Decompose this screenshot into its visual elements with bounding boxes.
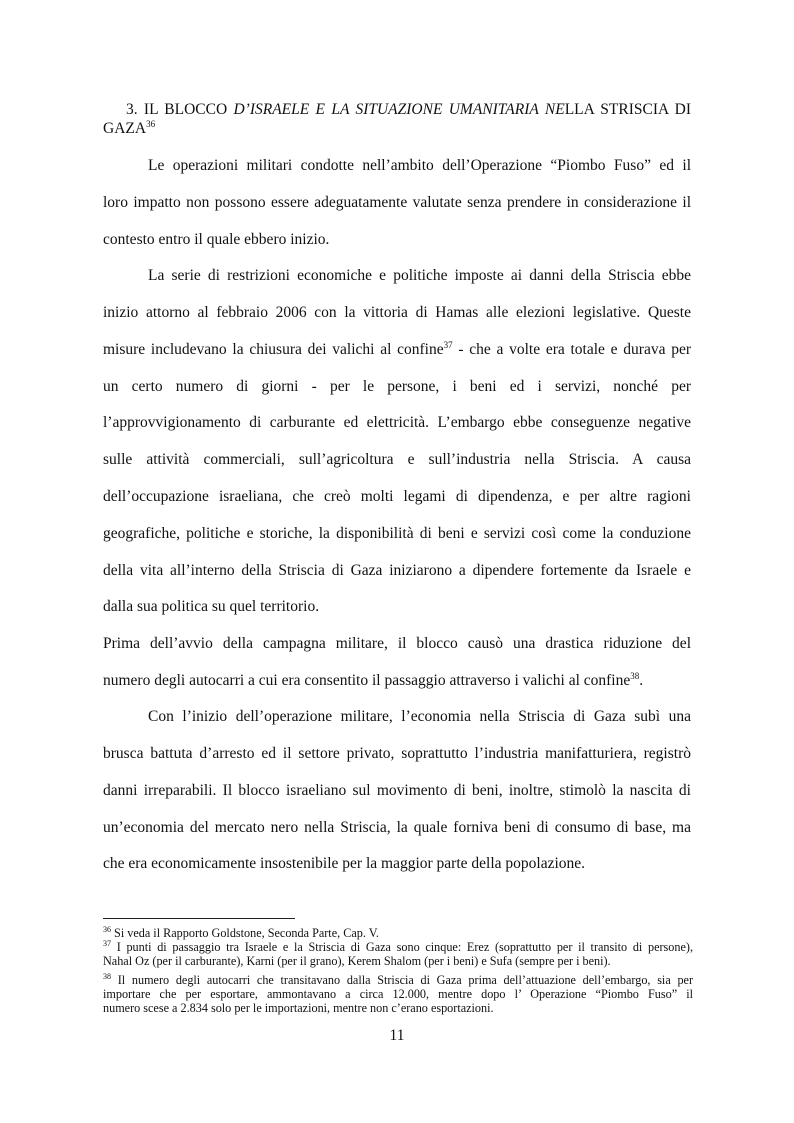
body-line: danni irreparabili. Il blocco israeliano sul movimento di beni, inoltre, stimolò la nascita di [103,782,691,799]
body-line: un’economia del mercato nero nella Striscia, la quale forniva beni di consumo di base, ma [103,819,691,836]
body-text: misure includevano la chiusura dei valichi al confine [103,341,444,358]
body-line: che era economicamente insostenibile per la maggior parte della popolazione. [103,855,586,872]
body-line: geografiche, politiche e storiche, la disponibilità di beni e servizi così come la conduzione [103,525,691,542]
body-line: dell’occupazione israeliana, che creò molti legami di dipendenza, e per altre ragioni [103,488,691,505]
body-line: l’approvvigionamento di carburante ed elettricità. L’embargo ebbe conseguenze negative [103,414,691,431]
body-line: della vita all’interno della Striscia di Gaza iniziarono a dipendere fortemente da Israele e [103,562,691,579]
footnote-text: Si veda il Rapporto Goldstone, Seconda Parte, Cap. V. [114,926,379,940]
body-line: brusca battuta d’arresto ed il settore privato, soprattutto l’industria manifatturiera, registrò [103,745,691,762]
footnote-ref-38: 38 [630,670,640,681]
body-text: . [639,672,644,689]
footnote-line: importare che per esportare, ammontavano a circa 12.000, mentre dopo l’ Operazione “Piombo Fuso” il [103,987,693,1001]
footnote-ref-37: 37 [443,339,453,350]
footnote-number: 36 [103,924,111,934]
body-text: numero degli autocarri a cui era consentito il passaggio attraverso i valichi al confine [103,672,631,689]
footnote-number: 38 [103,971,111,981]
footnote-37 [103,940,693,954]
footnote-ref-36: 36 [146,118,156,129]
section-heading [103,100,691,138]
body-line: Le operazioni militari condotte nell’ambito dell’Operazione “Piombo Fuso” ed il [148,157,691,174]
footnote-line: Nahal Oz (per il carburante), Karni (per il grano), Kerem Shalom (per i beni) e Sufa (sempre per i beni). [103,954,611,968]
footnote-text: Il numero degli autocarri che transitavano dalla Striscia di Gaza prima dell’attuazione dell’embargo, sia per [117,973,694,987]
footnote-separator [103,918,295,919]
body-line: un certo numero di giorni - per le persone, i beni ed i servizi, nonché per [103,378,691,395]
body-line: dalla sua politica su quel territorio. [103,598,320,615]
heading-italic: D’ISRAELE E LA SITUAZIONE UMANITARIA NE [233,101,565,118]
heading-suffix: LLA STRISCIA DI GAZA [103,101,691,137]
body-line: inizio attorno al febbraio 2006 con la vittoria di Hamas alle elezioni legislative. Queste [103,304,691,321]
body-line: sulle attività commerciali, sull’agricoltura e sull’industria nella Striscia. A causa [103,451,691,468]
body-line: La serie di restrizioni economiche e politiche imposte ai danni della Striscia ebbe [148,267,691,284]
page-number: 11 [389,1027,405,1044]
footnote-38 [103,973,693,987]
footnote-number: 37 [103,938,111,948]
body-line: Con l’inizio dell’operazione militare, l’economia nella Striscia di Gaza subì una [148,708,691,725]
footnote-text: I punti di passaggio tra Israele e la Striscia di Gaza sono cinque: Erez (soprattutto per il transito di persone), [116,940,693,954]
body-line [103,340,691,360]
body-line: contesto entro il quale ebbero inizio. [103,231,330,248]
body-text: - che a volte era totale e durava per [452,341,691,358]
heading-prefix: 3. IL BLOCCO [126,101,234,118]
body-line [103,671,691,691]
body-line: loro impatto non possono essere adeguatamente valutate senza prendere in considerazione il [103,194,691,211]
footnote-line: numero scese a 2.834 solo per le importazioni, mentre non c’erano esportazioni. [103,1001,494,1015]
body-line: Prima dell’avvio della campagna militare, il blocco causò una drastica riduzione del [103,635,691,652]
footnote-36 [103,926,693,940]
